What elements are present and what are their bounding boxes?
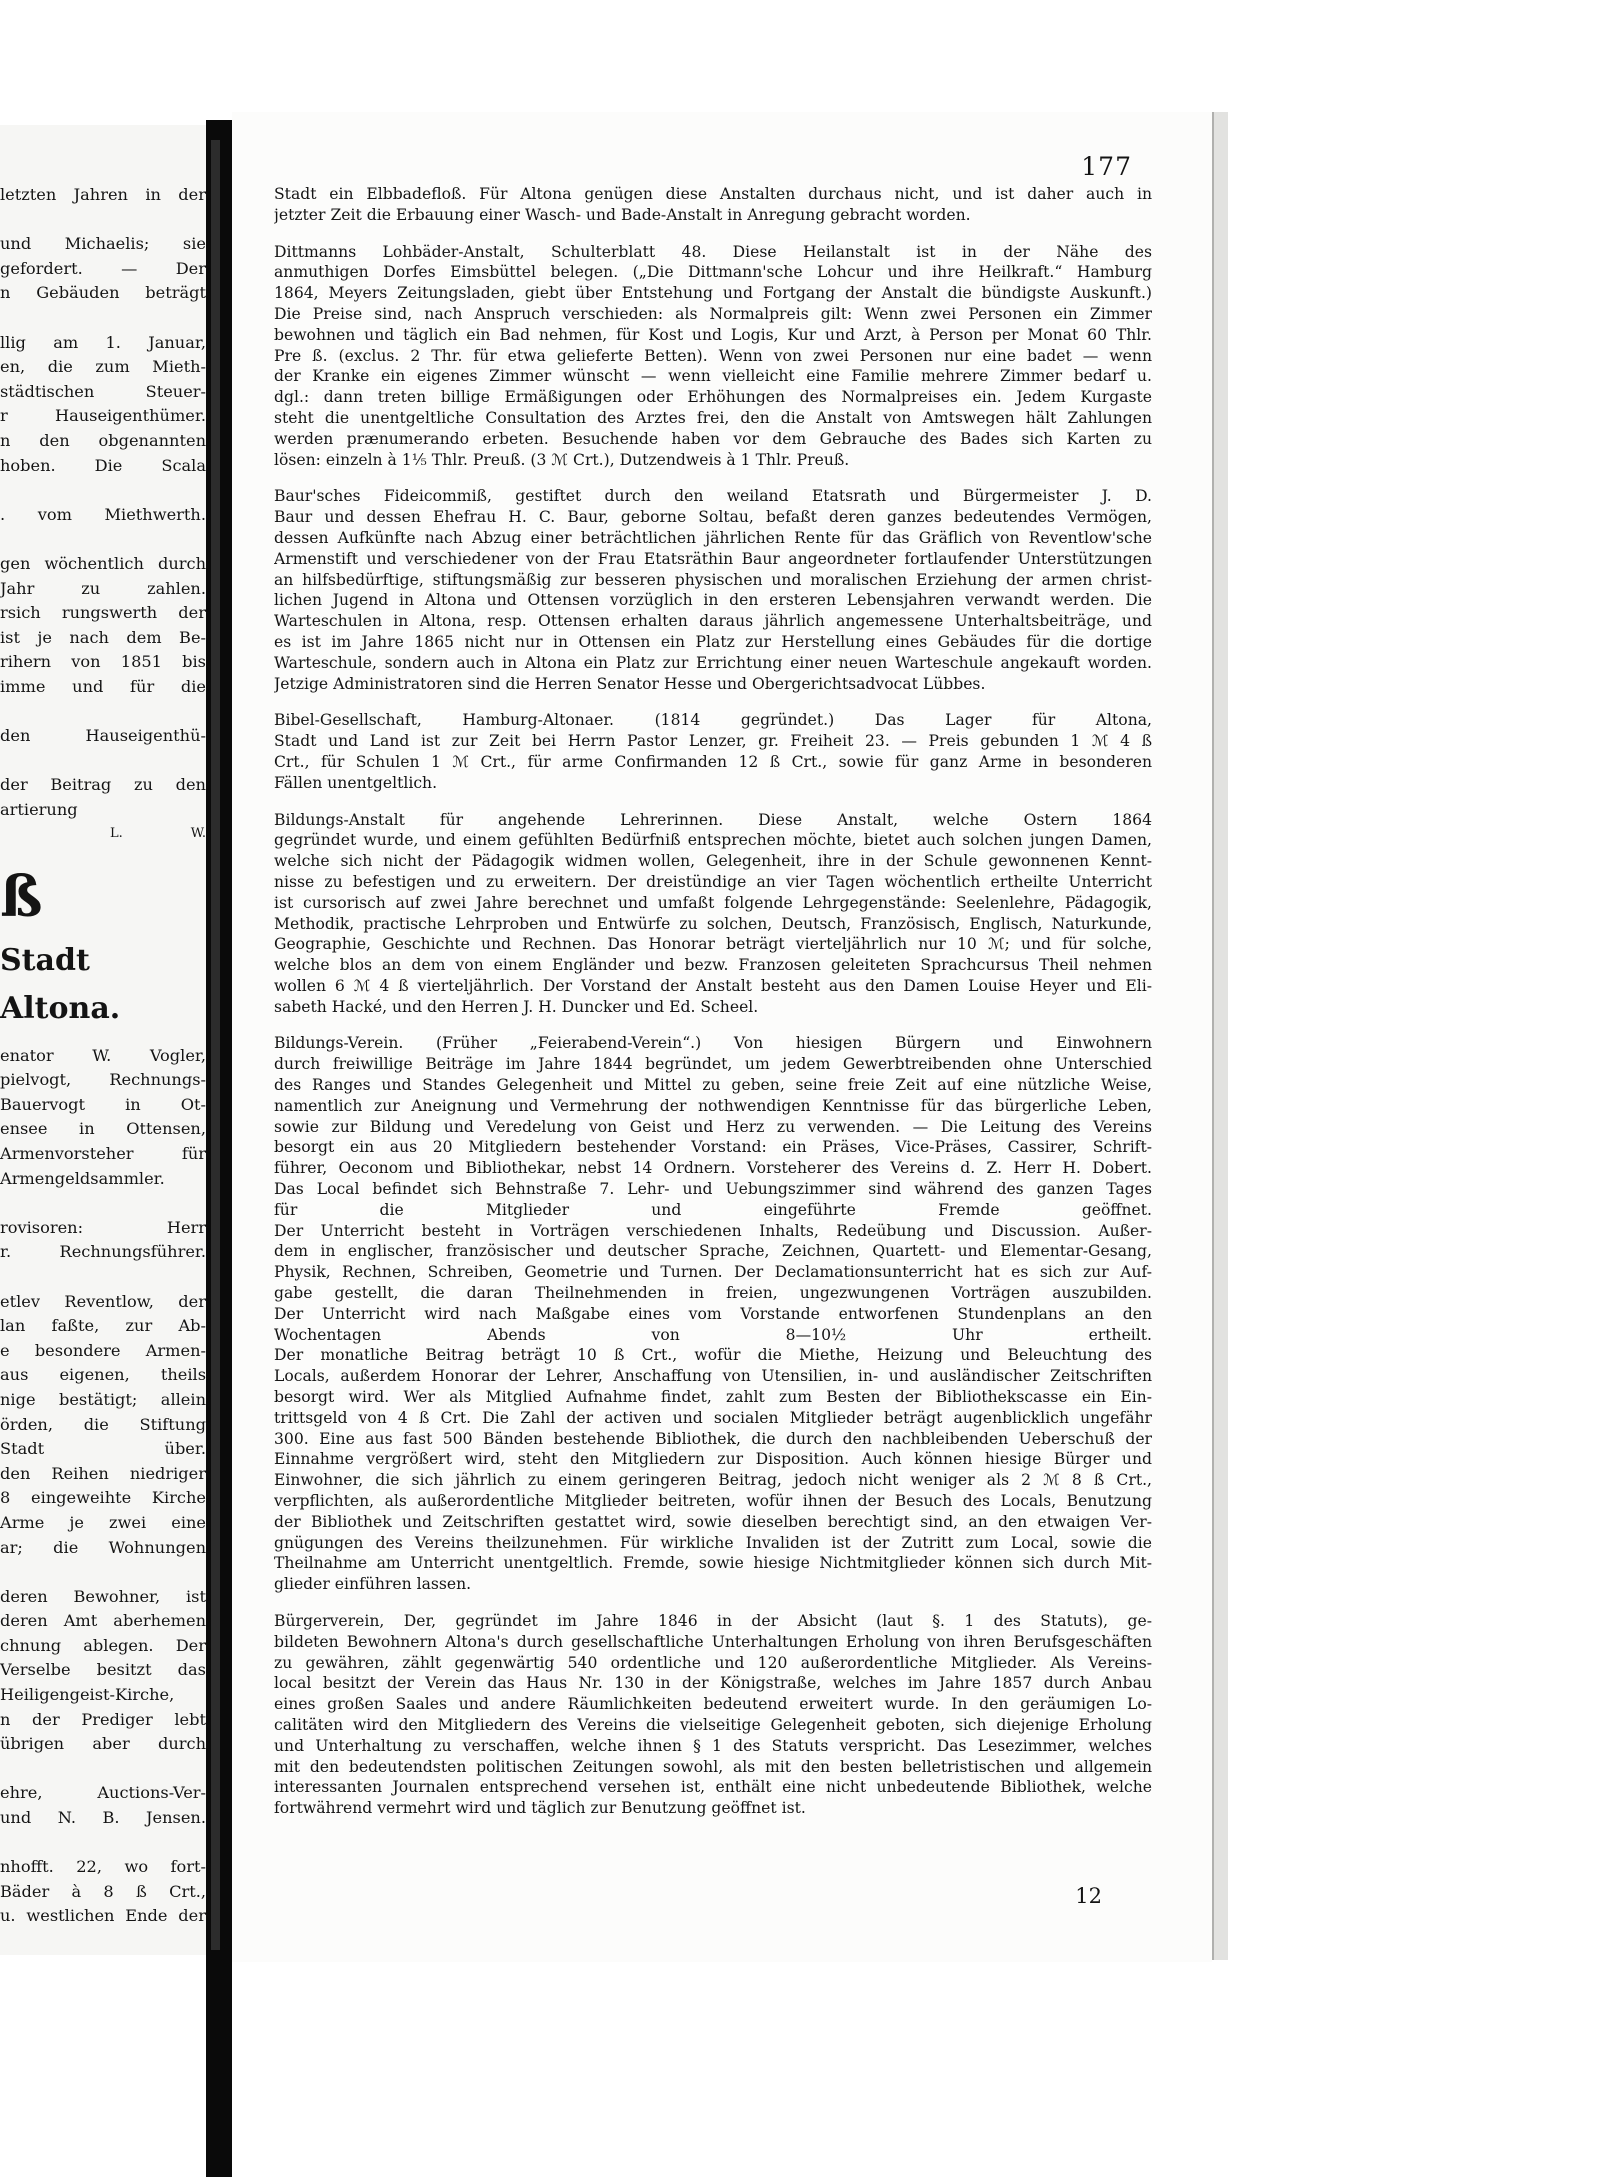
left-text-line: deren Bewohner, ist xyxy=(0,1586,206,1606)
left-text-line: deren Amt aberhemen xyxy=(0,1611,206,1631)
text-line: lösen: einzeln à 1⅕ Thlr. Preuß. (3 ℳ Crt.), Dutzendweis à 1 Thlr. Preuß. xyxy=(274,450,850,469)
page-content xyxy=(274,184,1152,1819)
text-line: fortwährend vermehrt wird und täglich zur Benutzung geöffnet ist. xyxy=(274,1799,806,1818)
left-text-line: der Beitrag zu den xyxy=(0,775,206,795)
text-line: für die Mitglieder und eingeführte Fremde geöffnet. xyxy=(274,1200,1152,1219)
left-text-line: lan faßte, zur Ab- xyxy=(0,1316,206,1336)
paragraph-gap xyxy=(274,226,1152,242)
left-text-line: Arme je zwei eine xyxy=(0,1512,206,1532)
text-line: werden prænumerando erbeten. Besuchende haben vor dem Gebrauche des Bades sich Karten zu xyxy=(274,429,1152,448)
previous-page-text xyxy=(0,183,206,1929)
signature-mark: 12 xyxy=(1075,1884,1102,1908)
text-line: gabe gestellt, die daran Theilnehmenden in freien, ungezwungenen Vorträgen auszubilden. xyxy=(274,1284,1152,1303)
text-line: calitäten wird den Mitgliedern des Vereins die vielseitige Gelegenheit geboten, sich diejenige Erholung xyxy=(274,1715,1152,1734)
text-line: sowie zur Bildung und Veredelung von Geist und Herz zu verwenden. — Die Leitung des Vereins xyxy=(274,1117,1152,1136)
text-line: und Unterhaltung zu verschaffen, welche ihnen § 1 des Statuts verspricht. Das Lesezimmer, welches xyxy=(274,1736,1152,1755)
left-text-line: etlev Reventlow, der xyxy=(0,1291,206,1311)
text-line: gnügungen des Vereins theilzunehmen. Für wirkliche Invaliden ist der Zutritt zum Local, sowie die xyxy=(274,1533,1152,1552)
left-text-line: Jahr zu zahlen. xyxy=(0,578,206,598)
text-line: nisse zu befestigen und zu erweitern. Der dreistündige an vier Tagen wöchentlich ertheilte Unterricht xyxy=(274,872,1152,891)
text-line: Stadt und Land ist zur Zeit bei Herrn Pastor Lenzer, gr. Freiheit 23. — Preis gebunden 1 ℳ 4 ß xyxy=(274,732,1152,751)
text-line: Wochentagen Abends von 8—10½ Uhr ertheilt. xyxy=(274,1325,1152,1344)
left-text-line: gefordert. — Der xyxy=(0,258,206,278)
left-text-line: u. westlichen Ende der xyxy=(0,1906,206,1926)
text-line: es ist im Jahre 1865 nicht nur in Ottensen ein Platz zur Herstellung eines Gebäudes für die dortige xyxy=(274,632,1152,651)
left-text-line: e besondere Armen- xyxy=(0,1340,206,1360)
text-line: der Kranke ein eigenes Zimmer wünscht — wenn vielleicht eine Familie mehrere Zimmer bedarf u. xyxy=(274,367,1152,386)
text-line: der Bibliothek und Zeitschriften gestattet wird, sowie dieselben berechtigt sind, an den etwaigen Ver- xyxy=(274,1512,1152,1531)
text-line: Dittmanns Lohbäder-Anstalt, Schulterblatt 48. Diese Heilanstalt ist in der Nähe des xyxy=(274,242,1152,261)
left-text-line: gen wöchentlich durch xyxy=(0,553,206,573)
text-line: Baur'sches Fideicommiß, gestiftet durch den weiland Etatsrath und Bürgermeister J. D. xyxy=(274,487,1152,506)
left-text-line: und N. B. Jensen. xyxy=(0,1808,206,1828)
entry-intro xyxy=(274,184,1152,226)
left-text-line: ehre, Auctions-Ver- xyxy=(0,1783,206,1803)
left-text-line: imme und für die xyxy=(0,676,206,696)
left-section-heading: Stadt Altona. xyxy=(0,943,121,1027)
text-line: Physik, Rechnen, Schreiben, Geometrie und Turnen. Der Declamationsunterricht hat es sich zur Auf- xyxy=(274,1263,1152,1282)
text-line: Der Unterricht wird nach Maßgabe eines vom Vorstande entworfenen Stundenplans an den xyxy=(274,1304,1152,1323)
text-line: verpflichten, als außerordentliche Mitglieder beitreten, wofür ihnen der Besuch des Locals, Benutzung xyxy=(274,1492,1152,1511)
paragraph-gap xyxy=(274,1017,1152,1033)
left-text-line xyxy=(0,1191,206,1216)
text-line: bewohnen und täglich ein Bad nehmen, für Kost und Logis, Kur und Arzt, à Person per Monat 60 Thlr. xyxy=(274,325,1152,344)
text-line: local besitzt der Verein das Haus Nr. 130 in der Königstraße, welches im Jahre 1857 durch Anbau xyxy=(274,1674,1152,1693)
entry-baur xyxy=(274,486,1152,694)
left-text-line: artierung xyxy=(0,799,78,819)
text-line: gegründet wurde, und einem gefühlten Bedürfniß entsprechen möchte, bietet auch solchen jungen Damen, xyxy=(274,831,1152,850)
left-big-heading: ß xyxy=(0,864,43,931)
left-text-line xyxy=(0,1265,206,1290)
left-text-line: letzten Jahren in der xyxy=(0,185,206,204)
text-line: sabeth Hacké, und den Herren J. H. Duncker und Ed. Scheel. xyxy=(274,997,759,1016)
left-text-line: en, die zum Mieth- xyxy=(0,357,206,377)
text-line: des Ranges und Standes Gelegenheit und Mittel zu geben, seine freie Zeit auf eine nützliche Weise, xyxy=(274,1076,1152,1095)
text-line: trittsgeld von 4 ß Crt. Die Zahl der activen und socialen Mitglieder beträgt augenblicklich ungefähr xyxy=(274,1408,1152,1427)
text-line: dem in englischer, französischer und deutscher Sprache, Zeichnen, Quartett- und Elementar-Gesang, xyxy=(274,1242,1152,1261)
left-text-line: ar; die Wohnungen xyxy=(0,1537,206,1557)
text-line: zu gewähren, zählt gegenwärtig 540 ordentliche und 120 außerordentliche Mitglieder. Als Vereins- xyxy=(274,1653,1152,1672)
text-line: 300. Eine aus fast 500 Bänden bestehende Bibliothek, die durch den nachbleibenden Ueberschuß der xyxy=(274,1429,1152,1448)
left-text-line xyxy=(0,699,206,724)
previous-page-fragment xyxy=(0,125,206,1955)
text-line: Einnahme vergrößert wird, steht den Mitgliedern zur Disposition. Auch können hiesige Bürger und xyxy=(274,1450,1152,1469)
left-text-line: . vom Miethwerth. xyxy=(0,504,206,524)
left-text-line: Bauervogt in Ot- xyxy=(0,1094,206,1114)
text-line: Der monatliche Beitrag beträgt 10 ß Crt., wofür die Miethe, Heizung und Beleuchtung des xyxy=(274,1346,1152,1365)
left-text-line: Armengeldsammler. xyxy=(0,1168,165,1188)
text-line: Bürgerverein, Der, gegründet im Jahre 1846 in der Absicht (laut §. 1 des Statuts), ge- xyxy=(274,1612,1152,1630)
entry-buergerverein xyxy=(274,1611,1152,1819)
left-text-line: r Hauseigenthümer. xyxy=(0,406,206,426)
left-text-line xyxy=(0,1560,206,1585)
paragraph-gap xyxy=(274,794,1152,810)
left-text-line: hoben. Die Scala xyxy=(0,455,206,475)
scan-margin xyxy=(0,1955,206,2177)
left-text-line: Stadt über. xyxy=(0,1439,206,1459)
page-edge xyxy=(1212,112,1228,1960)
text-line: interessanten Journalen entsprechend versehen ist, enthält eine nicht unbedeutende Bibliothek, welche xyxy=(274,1778,1152,1797)
text-line: Bildungs-Anstalt für angehende Lehrerinnen. Diese Anstalt, welche Ostern 1864 xyxy=(274,810,1152,829)
text-line: lichen Jugend in Altona und Ottensen vorzüglich in den ersteren Lebensjahren verwandt werden. Die xyxy=(274,591,1152,610)
left-text-line: n der Prediger lebt xyxy=(0,1709,206,1729)
text-line: Armenstift und verschiedener von der Frau Etatsräthin Baur angeordneter fortlaufender Unterstützungen xyxy=(274,549,1152,568)
left-text-line: Heiligengeist-Kirche, xyxy=(0,1685,175,1705)
text-line: steht die unentgeltliche Consultation des Arztes frei, den die Anstalt von Amtswegen hält Zahlungen xyxy=(274,408,1152,427)
left-text-line: n Gebäuden beträgt xyxy=(0,283,206,303)
text-line: Stadt ein Elbbadefloß. Für Altona genügen diese Anstalten durchaus nicht, und ist daher auch in xyxy=(274,185,1152,203)
text-line: Geographie, Geschichte und Rechnen. Das Honorar beträgt vierteljährlich nur 10 ℳ; und für solche, xyxy=(274,935,1152,954)
text-line: Fällen unentgeltlich. xyxy=(274,773,438,792)
text-line: eines großen Saales und andere Räumlichkeiten bedeutend erweitert wurde. In den geräumigen Lo- xyxy=(274,1695,1152,1714)
left-text-line: örden, die Stiftung xyxy=(0,1414,206,1434)
text-line: Pre ß. (exclus. 2 Thr. für etwa gelieferte Betten). Wenn von zwei Personen nur eine badet — wenn xyxy=(274,346,1152,365)
text-line: Einwohner, die sich jährlich zu einem geringeren Beitrag, jedoch nicht weniger als 2 ℳ 8 ß Crt., xyxy=(274,1471,1152,1490)
text-line: Locals, außerdem Honorar der Lehrer, Anschaffung von Utensilien, in- und ausländischer Zeitschriften xyxy=(274,1367,1152,1386)
left-text-line xyxy=(0,208,206,233)
text-line: dgl.: dann treten billige Ermäßigungen oder Erhöhungen des Normalpreises ein. Jedem Kurgaste xyxy=(274,388,1152,407)
left-signature: L. W. xyxy=(110,826,206,842)
left-text-line: pielvogt, Rechnungs- xyxy=(0,1070,206,1090)
text-line: Der Unterricht besteht in Vorträgen verschiedenen Inhalts, Redeübung und Discussion. Außer- xyxy=(274,1221,1152,1240)
left-text-line: und Michaelis; sie xyxy=(0,234,206,254)
entry-dittmann xyxy=(274,242,1152,471)
left-text-line: nige bestätigt; allein xyxy=(0,1389,206,1409)
text-line: Methodik, practische Lehrproben und Entwürfe zu solchen, Deutsch, Französisch, Englisch, Naturkunde, xyxy=(274,914,1152,933)
entry-bildungs-verein xyxy=(274,1033,1152,1595)
text-line: glieder einführen lassen. xyxy=(274,1575,472,1594)
left-text-line: übrigen aber durch xyxy=(0,1734,206,1754)
text-line: wollen 6 ℳ 4 ß vierteljährlich. Der Vorstand der Anstalt besteht aus den Damen Louise Heyer und Eli- xyxy=(274,976,1152,995)
gutter-shadow xyxy=(211,140,220,1950)
left-text-line: rsich rungswerth der xyxy=(0,603,206,623)
left-text-line xyxy=(0,306,206,331)
left-text-line: aus eigenen, theils xyxy=(0,1365,206,1385)
entry-bildungs-anstalt xyxy=(274,810,1152,1018)
text-line: Warteschule, sondern auch in Altona ein Platz zur Errichtung einer neuen Warteschule angekauft worden. xyxy=(274,653,1152,672)
left-text-line: 8 eingeweihte Kirche xyxy=(0,1488,206,1508)
left-text-line: den Reihen niedriger xyxy=(0,1463,206,1483)
text-line: 1864, Meyers Zeitungsladen, giebt über Entstehung und Fortgang der Anstalt die bündigste Auskunft.) xyxy=(274,284,1152,303)
text-line: welche blos an dem von einem Engländer und bezw. Franzosen geleiteten Sprachcursus Theil nehmen xyxy=(274,956,1152,975)
left-text-line: ist je nach dem Be- xyxy=(0,627,206,647)
text-line: Crt., für Schulen 1 ℳ Crt., für arme Confirmanden 12 ß Crt., sowie für ganz Arme in besonderen xyxy=(274,752,1152,771)
paragraph-gap xyxy=(274,470,1152,486)
paragraph-gap xyxy=(274,694,1152,710)
left-text-line: Verselbe besitzt das xyxy=(0,1660,206,1680)
left-text-line xyxy=(0,478,206,503)
left-text-line: Armenvorsteher für xyxy=(0,1144,206,1163)
left-text-line: n den obgenannten xyxy=(0,430,206,450)
text-line: führer, Oeconom und Bibliothekar, nebst 14 Ordnern. Vorsteherer des Vereins d. Z. Herr H. Dobert. xyxy=(274,1159,1152,1178)
left-text-line: chnung ablegen. Der xyxy=(0,1635,206,1655)
text-line: durch freiwillige Beiträge im Jahre 1844 begründet, um jedem Gewerbtreibenden ohne Unterschied xyxy=(274,1055,1152,1074)
left-text-line: den Hauseigenthü- xyxy=(0,726,206,746)
text-line: Warteschulen in Altona, resp. Ottensen erhalten daraus jährlich angemessene Unterhaltsbeiträge, und xyxy=(274,612,1152,631)
text-line: besorgt ein aus 20 Mitgliedern bestehender Vorstand: ein Präses, Vice-Präses, Cassirer, Schrift- xyxy=(274,1138,1152,1157)
text-line: ist cursorisch auf zwei Jahre berechnet und umfaßt folgende Lehrgegenstände: Seelenlehre, Pädagogik, xyxy=(274,893,1152,912)
text-line: anmuthigen Dorfes Eimsbüttel belegen. („Die Dittmann'sche Lohcur und ihre Heilkraft.“ Hamburg xyxy=(274,263,1152,282)
page-number: 177 xyxy=(1081,152,1132,181)
left-text-line: ensee in Ottensen, xyxy=(0,1119,206,1139)
paragraph-gap xyxy=(274,1595,1152,1611)
left-text-line: städtischen Steuer- xyxy=(0,381,206,401)
text-line: an hilfsbedürftige, stiftungsmäßig zur besseren physischen und moralischen Erziehung der armen christ- xyxy=(274,570,1152,589)
text-line: Die Preise sind, nach Anspruch verschieden: als Normalpreis gilt: Wenn zwei Personen ein Zimmer xyxy=(274,304,1152,323)
entry-bibel xyxy=(274,710,1152,793)
text-line: mit den bedeutendsten politischen Zeitungen sowohl, als mit den besten belletristischen und allgemein xyxy=(274,1757,1152,1776)
text-line: besorgt wird. Wer als Mitglied Aufnahme findet, zahlt zum Besten der Bibliothekscasse ein Ein- xyxy=(274,1388,1152,1407)
text-line: Bibel-Gesellschaft, Hamburg-Altonaer. (1814 gegründet.) Das Lager für Altona, xyxy=(274,711,1152,730)
left-text-line xyxy=(0,1831,206,1856)
left-text-line: rovisoren: Herr xyxy=(0,1217,206,1237)
page-177 xyxy=(232,112,1212,1962)
left-text-line: enator W. Vogler, xyxy=(0,1045,206,1065)
left-text-line: llig am 1. Januar, xyxy=(0,332,206,352)
text-line: welche sich nicht der Pädagogik widmen wollen, Gelegenheit, ihre in der Schule gewonnenen Kennt- xyxy=(274,852,1152,871)
text-line: namentlich zur Aneignung und Vermehrung der nothwendigen Kenntnisse für das bürgerliche Leben, xyxy=(274,1096,1152,1115)
text-line: Bildungs-Verein. (Früher „Feierabend-Verein“.) Von hiesigen Bürgern und Einwohnern xyxy=(274,1034,1152,1053)
left-text-line: Bäder à 8 ß Crt., xyxy=(0,1881,206,1901)
text-line: dessen Aufkünfte nach Abzug einer beträchtlichen jährlichen Rente für das Gräflich von Reventlow'sche xyxy=(274,528,1152,547)
left-text-line xyxy=(0,527,206,552)
text-line: Jetzige Administratoren sind die Herren Senator Hesse und Obergerichtsadvocat Lübbes. xyxy=(274,674,986,693)
text-line: Das Local befindet sich Behnstraße 7. Lehr- und Uebungszimmer sind während des ganzen Tages xyxy=(274,1180,1152,1199)
left-text-line: r. Rechnungsführer. xyxy=(0,1242,206,1262)
left-text-line: rihern von 1851 bis xyxy=(0,652,206,672)
text-line: Theilnahme am Unterricht unentgeltlich. Fremde, sowie hiesige Nichtmitglieder können sich durch Mit- xyxy=(274,1554,1152,1573)
left-text-line: nhofft. 22, wo fort- xyxy=(0,1857,206,1877)
text-line: jetzter Zeit die Erbauung einer Wasch- und Bade-Anstalt in Anregung gebracht worden. xyxy=(274,205,971,224)
text-line: Baur und dessen Ehefrau H. C. Baur, geborne Soltau, befaßt deren ganzes bedeutendes Vermögen, xyxy=(274,508,1152,527)
left-text-line xyxy=(0,1757,206,1782)
left-text-line xyxy=(0,749,206,774)
text-line: bildeten Bewohnern Altona's durch gesellschaftliche Unterhaltungen Erholung von ihren Berufsgeschäften xyxy=(274,1632,1152,1651)
